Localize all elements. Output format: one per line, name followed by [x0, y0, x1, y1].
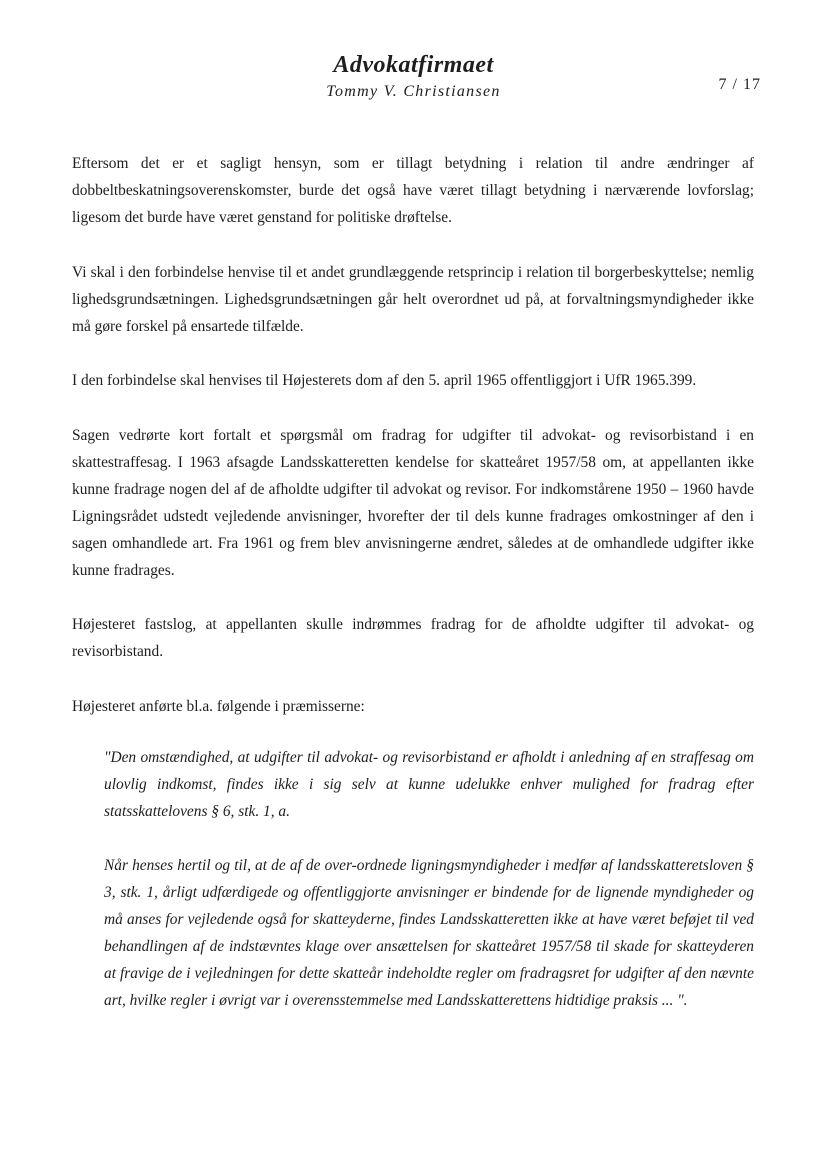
block-quote [104, 744, 754, 1015]
document-body [72, 150, 754, 1042]
paragraph: Højesteret anførte bl.a. følgende i præmisserne: [72, 697, 365, 715]
paragraph: Vi skal i den forbindelse henvise til et andet grundlæggende retsprincip i relation til borgerbeskyttelse; nemlig lighedsgrundsætningen. Lighedsgrundsætningen går helt overordnet ud på, at forvaltningsmyndigheder ikke må gøre forskel på ensartede tilfælde. [72, 263, 754, 335]
page-number: 7 / 17 [718, 76, 761, 93]
quote-paragraph: Når henses hertil og til, at de af de over-ordnede ligningsmyndigheder i medfør af landsskatteretsloven § 3, stk. 1, årligt udfærdigede og offentliggjorte anvisninger er bindende for de lignende myndigheder og må anses for vejledende også for skatteyderne, findes Landsskatteretten ikke at have været beføjet til ved behandlingen af de indstævntes klage over ansættelsen for skatteåret 1957/58 til skade for skatteyderen at fravige de i vejledningen for dette skatteår indeholdte regler om fradragsret for udgifter af den nævnte art, hvilke regler i øvrigt var i overensstemmelse med Landsskatterettens hidtidige praksis ... ". [104, 857, 754, 1009]
paragraph: Højesteret fastslog, at appellanten skulle indrømmes fradrag for de afholdte udgifter til advokat- og revisorbistand. [72, 616, 754, 660]
firm-person: Tommy V. Christiansen [326, 83, 501, 100]
paragraph: Sagen vedrørte kort fortalt et spørgsmål om fradrag for udgifter til advokat- og revisorbistand i en skattestraffesag. I 1963 afsagde Landsskatteretten kendelse for skatteåret 1957/58 om, at appellanten ikke kunne fradrage nogen del af de afholdte udgifter til advokat og revisor. For indkomstårene 1950 – 1960 havde Ligningsrådet udstedt vejledende anvisninger, hvorefter der til dels kunne fradrages omkostninger af den i sagen omhandlede art. Fra 1961 og frem blev anvisningerne ændret, således at de omhandlede udgifter ikke kunne fradrages. [72, 426, 754, 579]
firm-name: Advokatfirmaet [333, 52, 494, 78]
paragraph: Eftersom det er et sagligt hensyn, som er tillagt betydning i relation til andre ændringer af dobbeltbeskatningsoverenskomster, burde det også have været tillagt betydning i nærværende lovforslag; ligesom det burde have været genstand for politiske drøftelse. [72, 155, 754, 226]
quote-paragraph: "Den omstændighed, at udgifter til advokat- og revisorbistand er afholdt i anledning af en straffesag om ulovlig indkomst, findes ikke i sig selv at kunne udelukke enhver mulighed for fradrag efter statsskattelovens § 6, stk. 1, a. [104, 748, 754, 820]
paragraph: I den forbindelse skal henvises til Højesterets dom af den 5. april 1965 offentliggjort i UfR 1965.399. [72, 372, 697, 389]
